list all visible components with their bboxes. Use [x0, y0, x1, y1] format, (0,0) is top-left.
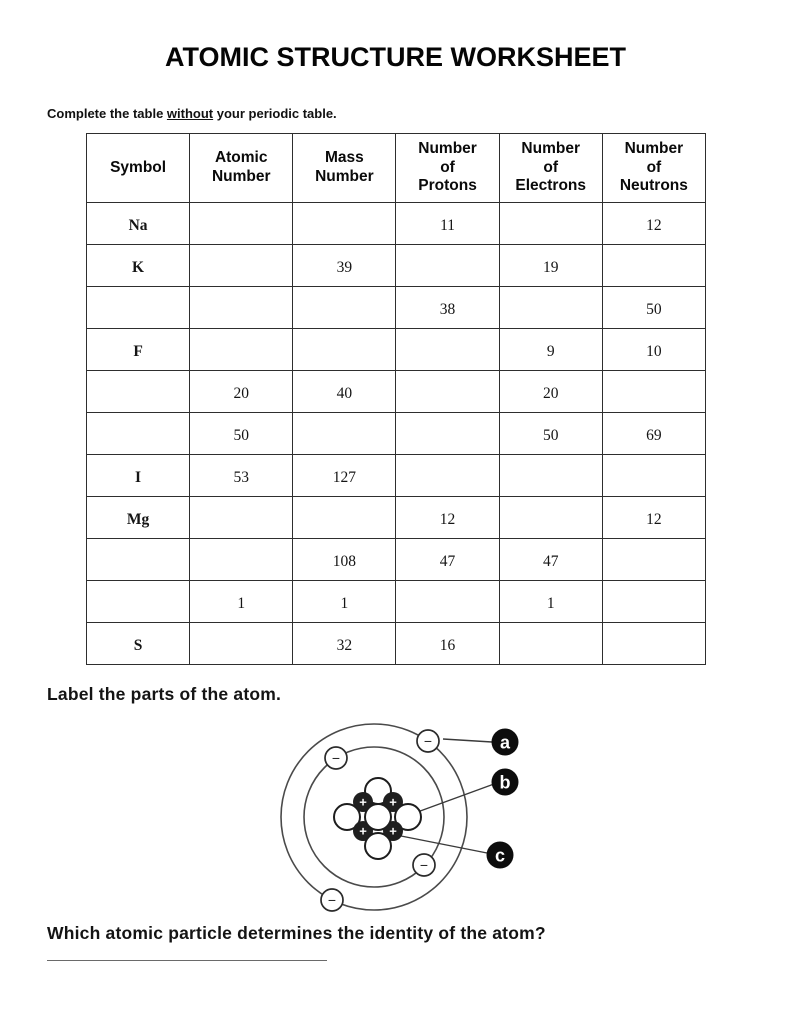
cell-symbol: F	[87, 329, 190, 371]
cell-neutrons	[602, 581, 705, 623]
cell-mass-number: 1	[293, 581, 396, 623]
cell-protons	[396, 245, 499, 287]
instruction-underlined-word: without	[166, 106, 214, 121]
cell-atomic-number	[190, 539, 293, 581]
answer-line	[47, 960, 327, 961]
label-b-text: b	[499, 772, 511, 793]
cell-neutrons	[602, 623, 705, 665]
cell-protons: 47	[396, 539, 499, 581]
cell-electrons	[499, 623, 602, 665]
cell-electrons: 50	[499, 413, 602, 455]
minus-icon: −	[327, 892, 337, 908]
atom-diagram	[270, 713, 530, 920]
table-row	[87, 413, 706, 455]
cell-electrons: 9	[499, 329, 602, 371]
table-row	[87, 329, 706, 371]
neutron-icon	[365, 804, 391, 830]
cell-neutrons: 12	[602, 203, 705, 245]
cell-symbol: S	[87, 623, 190, 665]
cell-symbol: Na	[87, 203, 190, 245]
cell-electrons: 20	[499, 371, 602, 413]
cell-mass-number: 39	[293, 245, 396, 287]
cell-neutrons	[602, 539, 705, 581]
cell-atomic-number	[190, 623, 293, 665]
cell-neutrons: 69	[602, 413, 705, 455]
label-a-text: a	[499, 732, 511, 753]
cell-atomic-number	[190, 203, 293, 245]
cell-atomic-number: 53	[190, 455, 293, 497]
cell-symbol	[87, 413, 190, 455]
cell-mass-number	[293, 329, 396, 371]
cell-protons	[396, 413, 499, 455]
minus-icon: −	[331, 750, 341, 766]
cell-neutrons: 12	[602, 497, 705, 539]
cell-neutrons: 50	[602, 287, 705, 329]
cell-protons	[396, 371, 499, 413]
col-header-symbol: Symbol	[87, 134, 190, 203]
cell-symbol	[87, 371, 190, 413]
cell-neutrons	[602, 245, 705, 287]
cell-electrons: 1	[499, 581, 602, 623]
cell-protons	[396, 329, 499, 371]
neutron-icon	[365, 833, 391, 859]
cell-symbol	[87, 287, 190, 329]
cell-atomic-number: 50	[190, 413, 293, 455]
minus-icon: −	[423, 733, 433, 749]
cell-symbol: I	[87, 455, 190, 497]
label-b-leader-line	[412, 784, 494, 814]
table-header-row	[87, 134, 706, 203]
cell-atomic-number	[190, 287, 293, 329]
minus-icon: −	[419, 857, 429, 873]
cell-electrons	[499, 497, 602, 539]
cell-protons	[396, 581, 499, 623]
cell-symbol: K	[87, 245, 190, 287]
instruction-after: your periodic table.	[213, 106, 337, 121]
cell-protons: 16	[396, 623, 499, 665]
cell-symbol	[87, 539, 190, 581]
plus-icon: +	[389, 823, 397, 839]
cell-neutrons: 10	[602, 329, 705, 371]
cell-symbol	[87, 581, 190, 623]
cell-neutrons	[602, 371, 705, 413]
cell-mass-number: 108	[293, 539, 396, 581]
col-header-number-of-electrons: Number of Electrons	[499, 134, 602, 203]
cell-mass-number: 40	[293, 371, 396, 413]
col-header-atomic-number: Atomic Number	[190, 134, 293, 203]
plus-icon: +	[359, 823, 367, 839]
table-row	[87, 287, 706, 329]
cell-atomic-number: 1	[190, 581, 293, 623]
cell-protons: 11	[396, 203, 499, 245]
page-title: ATOMIC STRUCTURE WORKSHEET	[165, 42, 626, 72]
label-a-leader-line	[443, 739, 492, 742]
identity-question: Which atomic particle determines the identity of the atom?	[47, 923, 546, 943]
table-row	[87, 539, 706, 581]
cell-mass-number	[293, 413, 396, 455]
cell-protons: 12	[396, 497, 499, 539]
col-header-number-of-protons: Number of Protons	[396, 134, 499, 203]
cell-atomic-number	[190, 497, 293, 539]
table-row	[87, 245, 706, 287]
label-atom-prompt: Label the parts of the atom.	[47, 684, 282, 704]
cell-electrons: 47	[499, 539, 602, 581]
cell-mass-number	[293, 203, 396, 245]
cell-mass-number	[293, 497, 396, 539]
table-row	[87, 371, 706, 413]
table-row	[87, 203, 706, 245]
cell-mass-number	[293, 287, 396, 329]
cell-atomic-number	[190, 329, 293, 371]
cell-electrons	[499, 287, 602, 329]
col-header-mass-number: Mass Number	[293, 134, 396, 203]
cell-neutrons	[602, 455, 705, 497]
label-c-text: c	[494, 845, 506, 866]
atomic-structure-table	[86, 133, 706, 665]
table-row	[87, 581, 706, 623]
cell-protons: 38	[396, 287, 499, 329]
cell-mass-number: 127	[293, 455, 396, 497]
table-instruction	[47, 106, 337, 121]
cell-electrons	[499, 455, 602, 497]
plus-icon: +	[359, 794, 367, 810]
cell-mass-number: 32	[293, 623, 396, 665]
cell-protons	[396, 455, 499, 497]
cell-atomic-number	[190, 245, 293, 287]
cell-atomic-number: 20	[190, 371, 293, 413]
table-row	[87, 497, 706, 539]
table-row	[87, 455, 706, 497]
col-header-number-of-neutrons: Number of Neutrons	[602, 134, 705, 203]
instruction-before: Complete the table	[47, 106, 167, 121]
table-row	[87, 623, 706, 665]
plus-icon: +	[389, 794, 397, 810]
cell-electrons: 19	[499, 245, 602, 287]
cell-symbol: Mg	[87, 497, 190, 539]
cell-electrons	[499, 203, 602, 245]
